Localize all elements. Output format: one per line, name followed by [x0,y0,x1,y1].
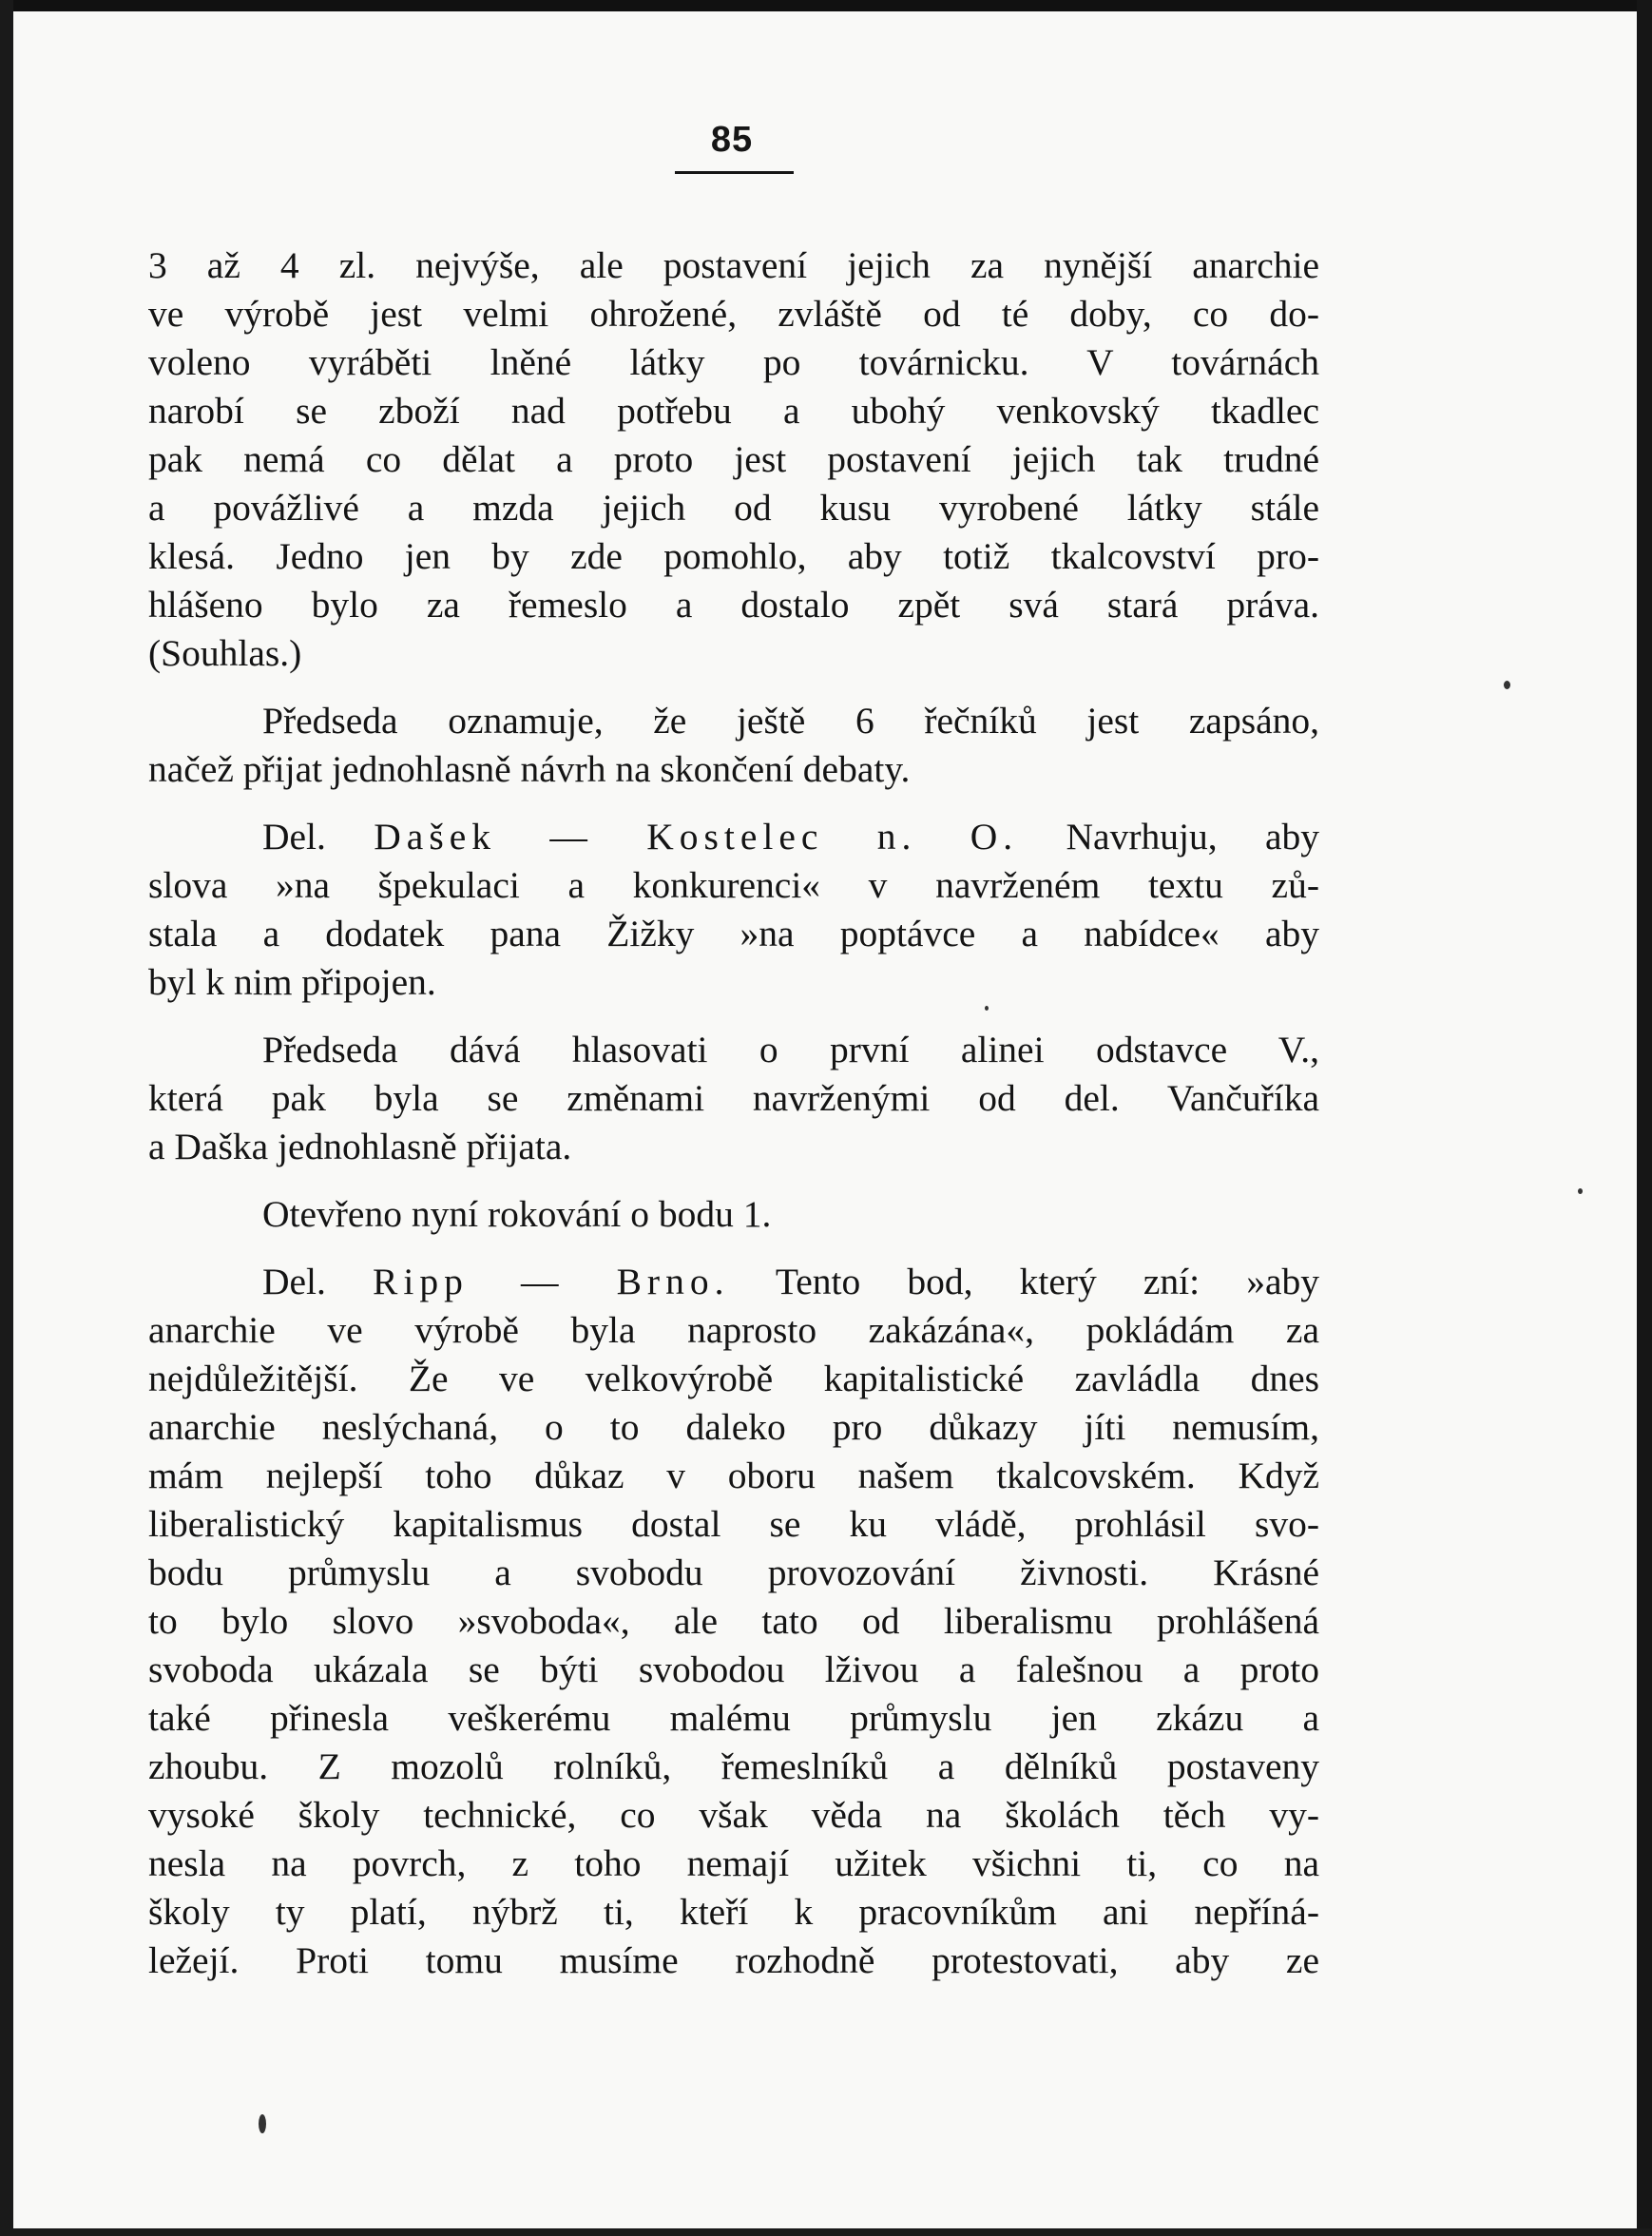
text-line: také přinesla veškerému malému průmyslu jen zkázu a [148,1697,1319,1739]
text-line: školy ty platí, nýbrž ti, kteří k pracovníkům ani nepříná- [148,1891,1319,1933]
scan-speck [1504,681,1510,689]
scan-edge-left [0,0,13,2236]
paragraph-dasek [148,813,1319,1007]
text-line: načež přijat jednohlasně návrh na skončení debaty. [148,748,911,790]
speaker-name: Ripp — Brno. [373,1261,730,1302]
text-line: pak nemá co dělat a proto jest postavení jejich tak trudné [148,438,1319,480]
text-line: anarchie neslýchaná, o to daleko pro důkazy jíti nemusím, [148,1406,1319,1448]
text-line: stala a dodatek pana Žižky »na poptávce a nabídce« aby [148,913,1319,954]
text-line: hlášeno bylo za řemeslo a dostalo zpět svá stará práva. [148,584,1319,626]
text-line: byl k nim připojen. [148,961,436,1003]
text-line [148,1258,1319,1306]
text-line: (Souhlas.) [148,632,302,674]
paragraph-predseda-oznamuje [148,697,1319,794]
text-line: slova »na špekulaci a konkurenci« v navrženém textu zů- [148,864,1319,906]
text-line: liberalistický kapitalismus dostal se ku vládě, prohlásil svo- [148,1503,1319,1545]
paragraph-otevreno [148,1190,1319,1239]
page-number: 85 [710,120,754,160]
scan-edge-right [1637,0,1652,2236]
line-rest: Tento bod, který zní: »aby [729,1261,1319,1302]
scan-speck [1578,1188,1583,1194]
speaker-name: Dašek — Kostelec n. O. [374,816,1019,858]
text-line: ve výrobě jest velmi ohrožené, zvláště od té doby, co do- [148,293,1319,335]
text-line: zhoubu. Z mozolů rolníků, řemeslníků a dělníků postaveny [148,1745,1319,1787]
text-line: vysoké školy technické, co však věda na školách těch vy- [148,1794,1319,1836]
text-line: klesá. Jedno jen by zde pomohlo, aby totiž tkalcovství pro- [148,535,1319,577]
text-line: anarchie ve výrobě byla naprosto zakázána«, pokládám za [148,1309,1319,1351]
paragraph-continuation [148,241,1319,678]
text-line: bodu průmyslu a svobodu provozování živnosti. Krásné [148,1552,1319,1593]
text-line: narobí se zboží nad potřebu a ubohý venkovský tkadlec [148,390,1319,432]
body-text [148,241,1319,2004]
text-line: to bylo slovo »svoboda«, ale tato od liberalismu prohlášená [148,1600,1319,1642]
scan-edge-top [0,0,1652,11]
text-line: nejdůležitější. Že ve velkovýrobě kapitalistické zavládla dnes [148,1358,1319,1399]
text-line: Předseda oznamuje, že ještě 6 řečníků jest zapsáno, [262,700,1319,742]
scan-edge-bottom [0,2228,1652,2236]
text-line [148,813,1319,861]
text-line: svoboda ukázala se býti svobodou lživou a falešnou a proto [148,1648,1319,1690]
text-line: Předseda dává hlasovati o první alinei odstavce V., [262,1029,1319,1070]
scan-speck [985,1006,989,1011]
text-line: a Daška jednohlasně přijata. [148,1126,572,1167]
text-line: 3 až 4 zl. nejvýše, ale postavení jejich za nynější anarchie [148,244,1319,286]
text-line: Otevřeno nyní rokování o bodu 1. [262,1193,772,1235]
paragraph-predseda-hlasovati [148,1026,1319,1171]
text-line: voleno vyráběti lněné látky po továrnicku. V továrnách [148,341,1319,383]
text-line: ležejí. Proti tomu musíme rozhodně protestovati, aby ze [148,1939,1319,1981]
text-line: mám nejlepší toho důkaz v oboru našem tkalcovském. Když [148,1455,1319,1496]
scan-speck [259,2114,266,2133]
line-rest: Navrhuju, aby [1018,816,1319,858]
paragraph-ripp [148,1258,1319,1985]
text-line: nesla na povrch, z toho nemají užitek všichni ti, co na [148,1842,1319,1884]
speaker-prefix: Del. [262,1261,374,1302]
page-number-underline [675,171,794,174]
text-line: která pak byla se změnami navrženými od del. Vančuříka [148,1077,1319,1119]
speaker-prefix: Del. [262,816,375,858]
text-line: a povážlivé a mzda jejich od kusu vyrobené látky stále [148,487,1319,529]
